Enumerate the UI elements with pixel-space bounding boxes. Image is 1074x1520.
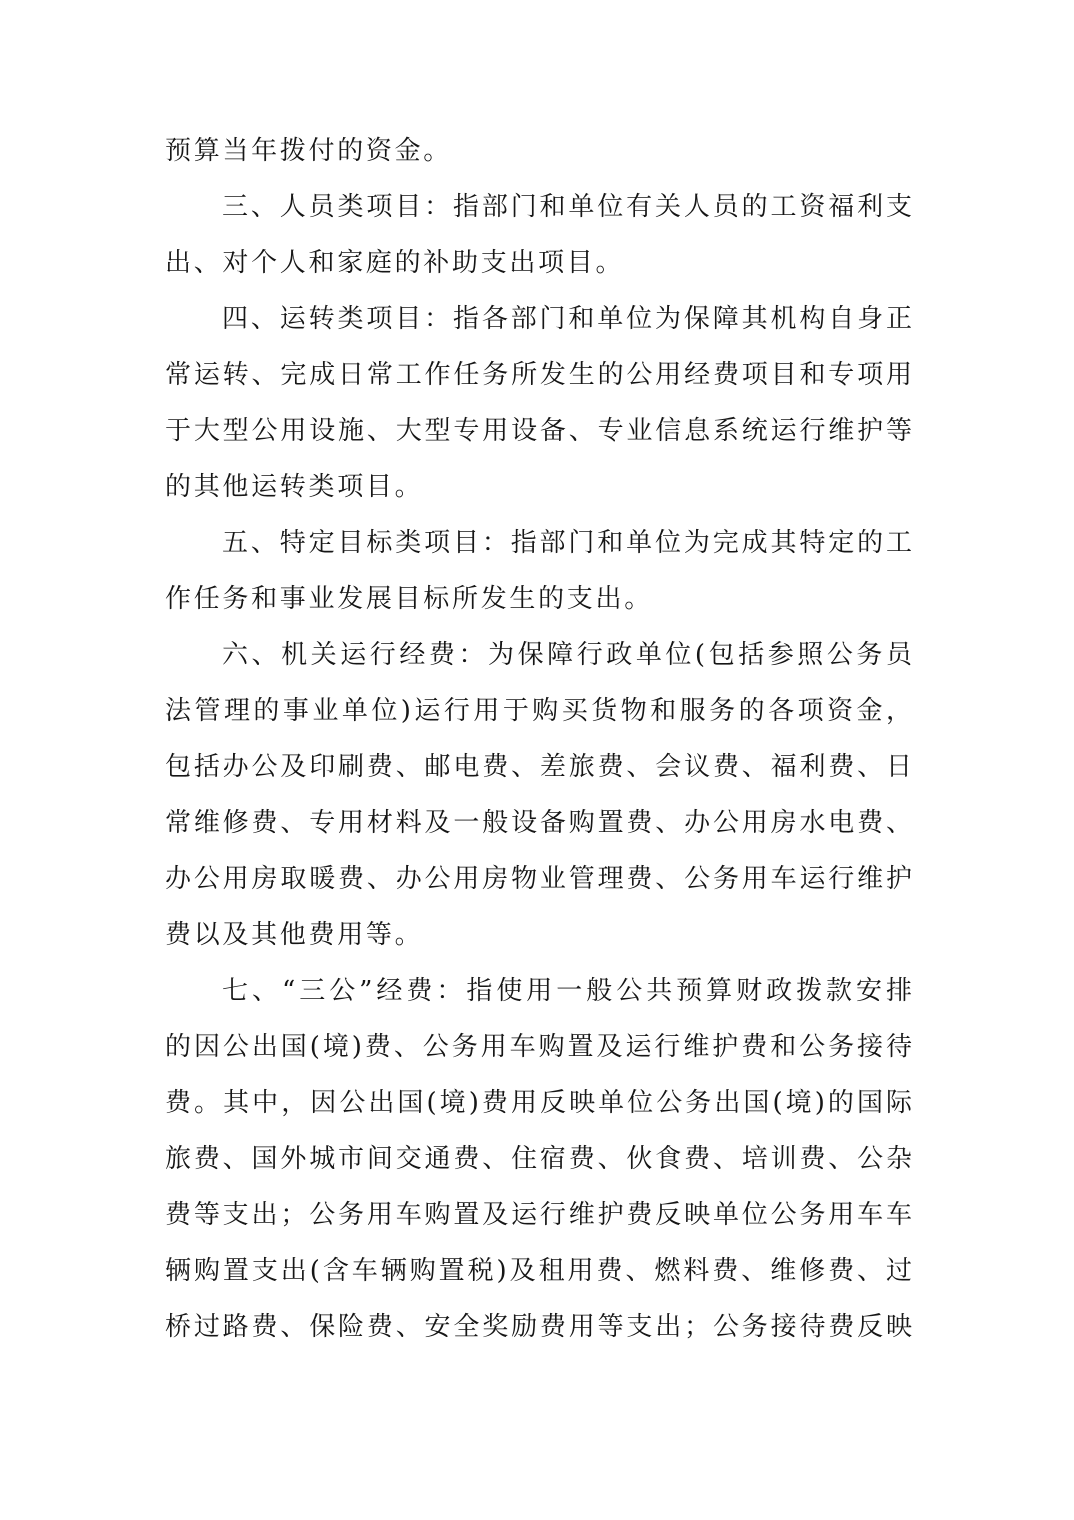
text-line: 费。其中，因公出国(境)费用反映单位公务出国(境)的国际 xyxy=(165,1088,912,1118)
text-line: 包括办公及印刷费、邮电费、差旅费、会议费、福利费、日 xyxy=(165,752,912,782)
paragraph xyxy=(165,123,912,179)
text-line: 出、对个人和家庭的补助支出项目。 xyxy=(165,248,625,278)
text-line: 五、特定目标类项目：指部门和单位为完成其特定的工 xyxy=(222,528,912,558)
text-line: 的其他运转类项目。 xyxy=(165,472,424,502)
paragraph xyxy=(165,179,912,291)
text-line: 费等支出；公务用车购置及运行维护费反映单位公务用车车 xyxy=(165,1200,912,1230)
paragraph xyxy=(165,515,912,627)
paragraph xyxy=(165,963,912,1355)
text-line: 四、运转类项目：指各部门和单位为保障其机构自身正 xyxy=(222,304,912,334)
text-line: 办公用房取暖费、办公用房物业管理费、公务用车运行维护 xyxy=(165,864,912,894)
text-line: 预算当年拨付的资金。 xyxy=(165,136,453,166)
text-line: 辆购置支出(含车辆购置税)及租用费、燃料费、维修费、过 xyxy=(165,1256,912,1286)
text-line: 费以及其他费用等。 xyxy=(165,920,424,950)
text-line: 七、“三公”经费：指使用一般公共预算财政拨款安排 xyxy=(222,976,912,1006)
text-line: 法管理的事业单位)运行用于购买货物和服务的各项资金， xyxy=(165,696,912,726)
paragraph xyxy=(165,291,912,515)
paragraph xyxy=(165,627,912,963)
text-line: 六、机关运行经费：为保障行政单位(包括参照公务员 xyxy=(222,640,912,670)
body-text xyxy=(165,123,912,1355)
text-line: 桥过路费、保险费、安全奖励费用等支出；公务接待费反映 xyxy=(165,1312,912,1342)
text-line: 常运转、完成日常工作任务所发生的公用经费项目和专项用 xyxy=(165,360,912,390)
text-line: 三、人员类项目：指部门和单位有关人员的工资福利支 xyxy=(222,192,912,222)
text-line: 常维修费、专用材料及一般设备购置费、办公用房水电费、 xyxy=(165,808,912,838)
text-line: 的因公出国(境)费、公务用车购置及运行维护费和公务接待 xyxy=(165,1032,912,1062)
text-line: 旅费、国外城市间交通费、住宿费、伙食费、培训费、公杂 xyxy=(165,1144,912,1174)
text-line: 作任务和事业发展目标所发生的支出。 xyxy=(165,584,653,614)
text-line: 于大型公用设施、大型专用设备、专业信息系统运行维护等 xyxy=(165,416,912,446)
